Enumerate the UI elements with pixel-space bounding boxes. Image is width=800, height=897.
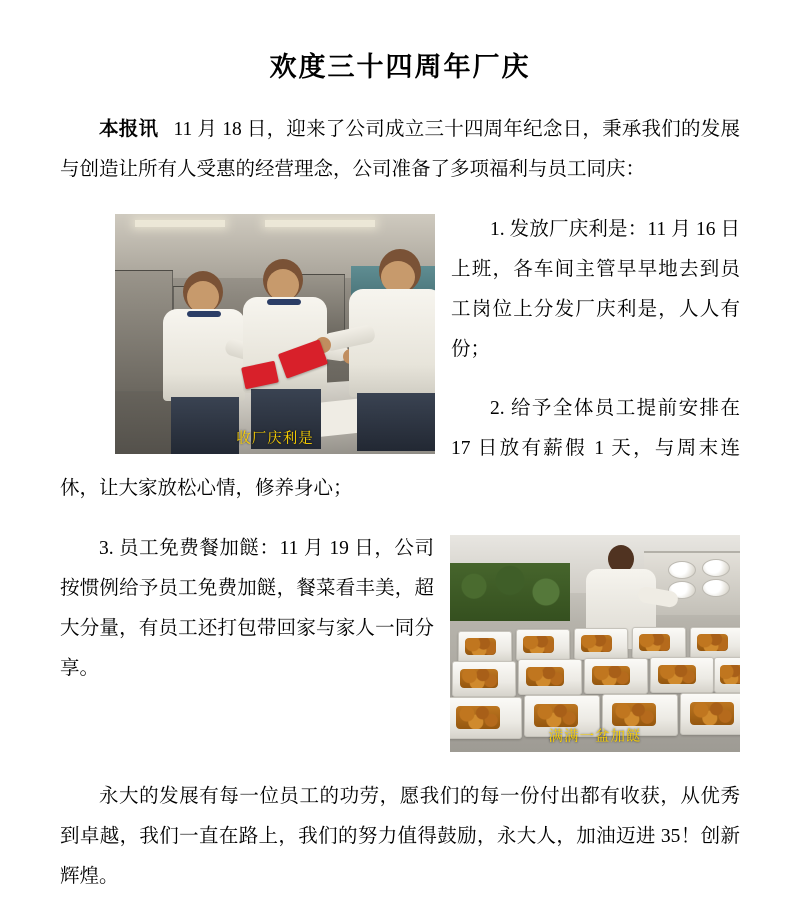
food <box>697 634 728 651</box>
paragraph-intro-text: 11 月 18 日，迎来了公司成立三十四周年纪念日，秉承我们的发展与创造让所有人受惠的经营理念，公司准备了多项福利与员工同庆： <box>60 119 740 180</box>
food <box>526 667 563 686</box>
face <box>381 261 415 293</box>
paragraph-intro <box>60 110 740 190</box>
food <box>534 704 578 726</box>
food <box>690 702 734 724</box>
meal-tray <box>714 657 740 693</box>
meal-tray <box>458 631 512 663</box>
food <box>460 669 497 688</box>
workshop-photo-caption: 收厂庆利是 <box>236 430 314 447</box>
supervisor-right <box>339 249 435 454</box>
ceiling-light-icon <box>135 220 225 227</box>
paragraph-closing: 永大的发展有每一位员工的功劳，愿我们的每一份付出都有收获，从优秀到卓越，我们一直在路上，我们的努力值得鼓励，永大人，加油迈进 35！创新辉煌。 <box>60 786 740 887</box>
meal-tray <box>690 627 740 659</box>
ceiling-light-icon <box>265 220 375 227</box>
document-page <box>0 45 800 887</box>
paragraph-holiday: 2. 给予全体员工提前安排在 17 日放有薪假 1 天，与周末连休，让大家放松心情，修养身心； <box>60 398 740 499</box>
collar <box>187 311 221 317</box>
stacked-bowl <box>702 579 730 597</box>
food <box>639 634 670 651</box>
food <box>523 636 554 653</box>
food <box>612 703 656 725</box>
page-title: 欢度三十四周年厂庆 <box>269 52 531 82</box>
face <box>267 269 299 301</box>
stacked-bowl <box>702 559 730 577</box>
lead-label: 本报讯 <box>99 119 159 140</box>
food <box>592 666 629 685</box>
meal-tray <box>516 629 570 661</box>
face <box>187 281 219 313</box>
meal-tray <box>452 661 516 697</box>
meal-tray <box>574 628 628 660</box>
food <box>720 665 740 684</box>
collar <box>267 299 301 305</box>
plants <box>450 563 570 621</box>
food <box>465 638 496 655</box>
meal-tray <box>584 658 648 694</box>
food <box>581 635 612 652</box>
meal-tray <box>632 627 686 659</box>
meal-photo-caption: 满满一盆加餸 <box>548 728 642 745</box>
paragraph-bonus: 1. 发放厂庆利是：11 月 16 日上班，各车间主管早早地去到员工岗位上分发厂庆利是，人人有份； <box>451 218 740 360</box>
food <box>658 665 695 684</box>
meal-tray <box>650 657 714 693</box>
stacked-bowl <box>668 561 696 579</box>
paragraph-free-meal: 3. 员工免费餐加餸：11 月 19 日，公司按惯例给予员工免费加餸，餐菜看丰美，超大分量，有员工还打包带回家与家人一同分享。 <box>60 537 434 679</box>
workshop-photo <box>115 214 435 454</box>
meal-photo <box>450 535 740 752</box>
meal-tray <box>518 659 582 695</box>
